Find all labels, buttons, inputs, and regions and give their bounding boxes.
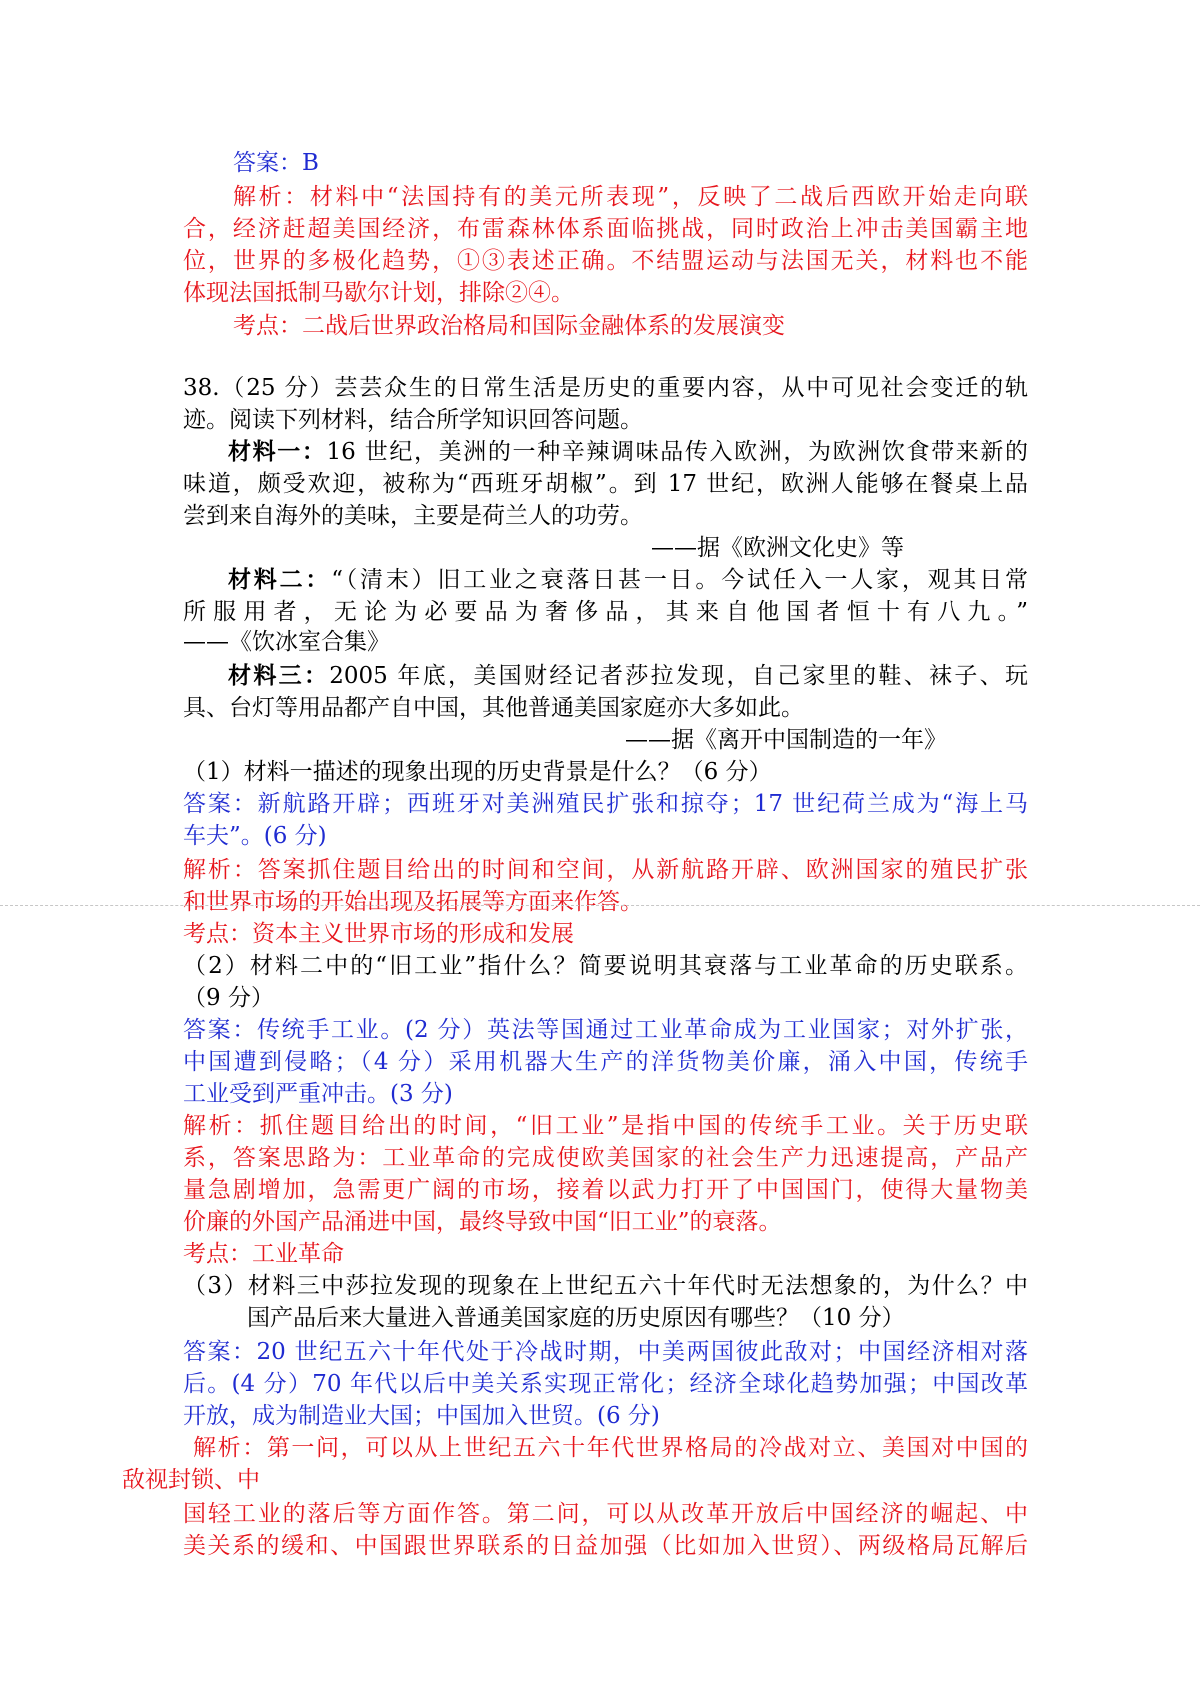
material-2-line: 所服用者，无论为必要品为奢侈品，其来自他国者恒十有八九。” [183, 599, 1028, 625]
q37-answer: 答案：B [233, 150, 319, 176]
material-1-source: ——据《欧洲文化史》等 [651, 535, 904, 561]
sub1-question: （1）材料一描述的现象出现的历史背景是什么？（6 分） [183, 759, 772, 785]
q37-analysis-line: 位，世界的多极化趋势，①③表述正确。不结盟运动与法国无关，材料也不能 [183, 248, 1028, 274]
material-2-text: “（清末）旧工业之衰落日甚一日。今试任入一人家，观其日常 [331, 567, 1029, 593]
sub1-answer-line: 答案：新航路开辟；西班牙对美洲殖民扩张和掠夺；17 世纪荷兰成为“海上马 [183, 791, 1028, 817]
q37-point: 考点：二战后世界政治格局和国际金融体系的发展演变 [233, 313, 785, 339]
sub3-answer-line: 答案：20 世纪五六十年代处于冷战时期，中美两国彼此敌对；中国经济相对落 [183, 1339, 1028, 1365]
material-1-line: 味道，颇受欢迎，被称为“西班牙胡椒”。到 17 世纪，欧洲人能够在餐桌上品 [183, 471, 1028, 497]
sub2-analysis-line: 价廉的外国产品涌进中国，最终导致中国“旧工业”的衰落。 [183, 1209, 782, 1235]
material-3-label: 材料三： [228, 662, 330, 689]
sub1-answer-line: 车夫”。(6 分) [183, 823, 327, 849]
material-3-line: 具、台灯等用品都产自中国，其他普通美国家庭亦大多如此。 [183, 695, 804, 721]
sub2-question-line: （9 分） [183, 985, 274, 1011]
page-divider [0, 905, 1200, 906]
sub1-analysis-line: 和世界市场的开始出现及拓展等方面来作答。 [183, 889, 643, 915]
material-2-label: 材料二： [228, 566, 332, 593]
sub3-analysis-line: 解析：第一问，可以从上世纪五六十年代世界格局的冷战对立、美国对中国的 [193, 1435, 1028, 1461]
q37-analysis-line: 合，经济赶超美国经济，布雷森林体系面临挑战，同时政治上冲击美国霸主地 [183, 216, 1028, 242]
sub3-analysis-line: 敌视封锁、中 [122, 1467, 260, 1493]
material-2-line [228, 565, 1028, 595]
material-1-line: 尝到来自海外的美味，主要是荷兰人的功劳。 [183, 503, 643, 529]
sub2-question-line: （2）材料二中的“旧工业”指什么？简要说明其衰落与工业革命的历史联系。 [183, 953, 1028, 979]
sub3-answer-line: 开放，成为制造业大国；中国加入世贸。(6 分) [183, 1403, 660, 1429]
material-3-text: 2005 年底，美国财经记者莎拉发现，自己家里的鞋、袜子、玩 [329, 663, 1028, 689]
sub2-answer-line: 工业受到严重冲击。(3 分) [183, 1081, 453, 1107]
q38-stem-line: 38.（25 分）芸芸众生的日常生活是历史的重要内容，从中可见社会变迁的轨 [183, 375, 1028, 401]
sub2-answer-line: 答案：传统手工业。(2 分）英法等国通过工业革命成为工业国家；对外扩张， [183, 1017, 1028, 1043]
q37-analysis-line: 解析：材料中“法国持有的美元所表现”，反映了二战后西欧开始走向联 [233, 184, 1028, 210]
sub2-analysis-line: 系，答案思路为：工业革命的完成使欧美国家的社会生产力迅速提高，产品产 [183, 1145, 1028, 1171]
material-3-line [228, 661, 1028, 691]
sub1-point: 考点：资本主义世界市场的形成和发展 [183, 921, 574, 947]
sub2-analysis-line: 量急剧增加，急需更广阔的市场，接着以武力打开了中国国门，使得大量物美 [183, 1177, 1028, 1203]
sub3-answer-line: 后。(4 分）70 年代以后中美关系实现正常化；经济全球化趋势加强；中国改革 [183, 1371, 1028, 1397]
material-3-source: ——据《离开中国制造的一年》 [625, 727, 947, 753]
material-2-source: ——《饮冰室合集》 [183, 629, 390, 655]
sub3-question-line: 国产品后来大量进入普通美国家庭的历史原因有哪些？（10 分） [247, 1305, 905, 1331]
sub3-analysis-line: 美关系的缓和、中国跟世界联系的日益加强（比如加入世贸）、两级格局瓦解后 [183, 1533, 1028, 1559]
sub1-analysis-line: 解析：答案抓住题目给出的时间和空间，从新航路开辟、欧洲国家的殖民扩张 [183, 857, 1028, 883]
q38-stem-line: 迹。阅读下列材料，结合所学知识回答问题。 [183, 407, 643, 433]
sub3-question-line: （3）材料三中莎拉发现的现象在上世纪五六十年代时无法想象的，为什么？中 [183, 1273, 1028, 1299]
sub2-analysis-line: 解析：抓住题目给出的时间，“旧工业”是指中国的传统手工业。关于历史联 [183, 1113, 1028, 1139]
sub3-analysis-line: 国轻工业的落后等方面作答。第二问，可以从改革开放后中国经济的崛起、中 [183, 1501, 1028, 1527]
material-1-text: 16 世纪，美洲的一种辛辣调味品传入欧洲，为欧洲饮食带来新的 [326, 439, 1029, 465]
sub2-answer-line: 中国遭到侵略；（4 分）采用机器大生产的洋货物美价廉，涌入中国，传统手 [183, 1049, 1028, 1075]
q37-analysis-line: 体现法国抵制马歇尔计划，排除②④。 [183, 280, 574, 306]
sub2-point: 考点：工业革命 [183, 1241, 344, 1267]
material-1-label: 材料一： [228, 438, 327, 465]
material-1-line [228, 437, 1028, 467]
